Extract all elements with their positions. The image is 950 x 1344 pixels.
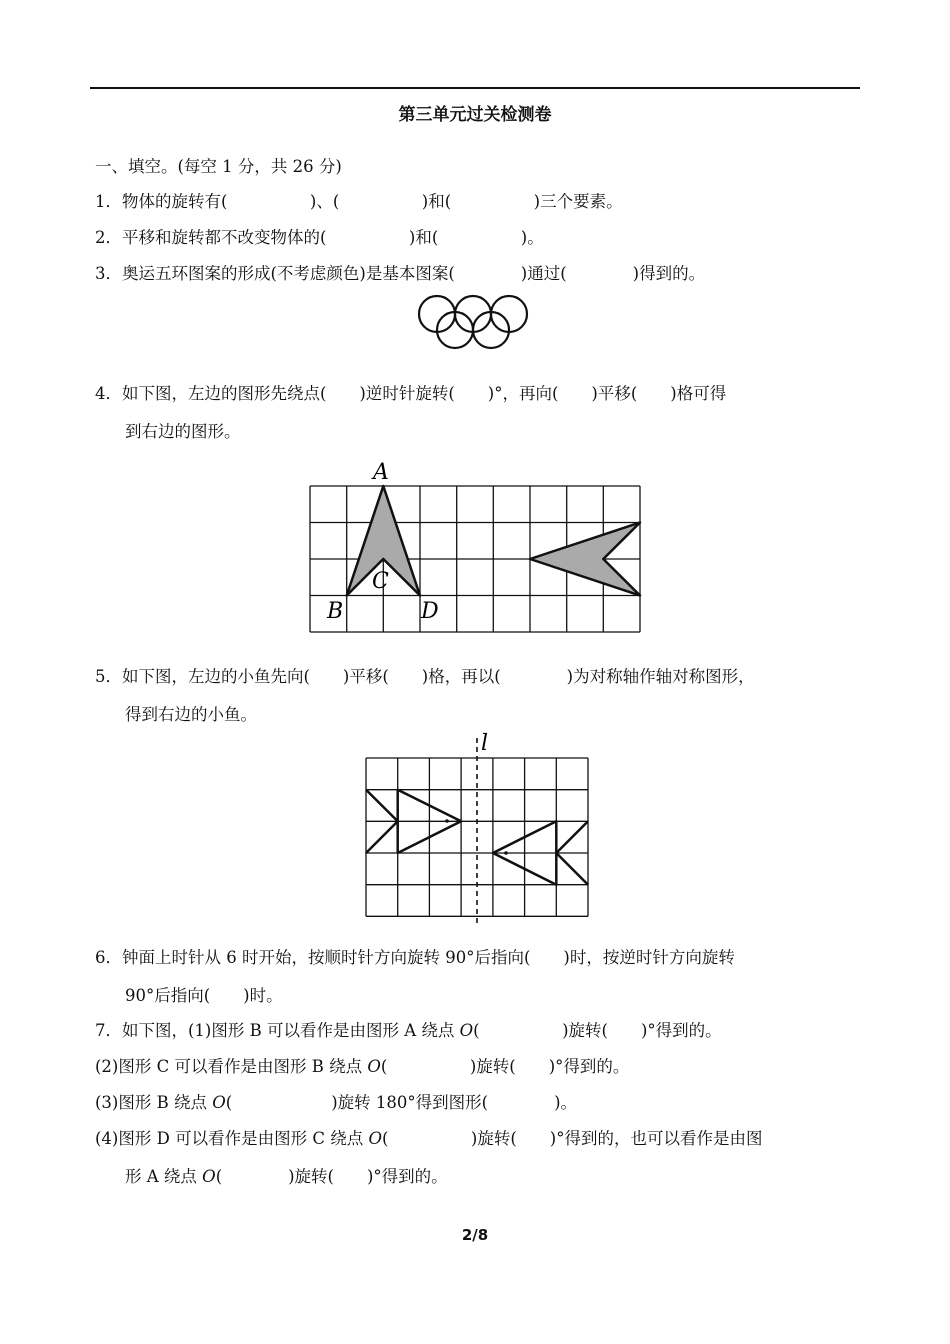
point-label-a: A [373,460,389,485]
point-o: O [368,1129,382,1148]
point-o: O [367,1057,381,1076]
question-7-line-4: (4)图形 D 可以看作是由图形 C 绕点 O( )旋转( )°得到的，也可以看作是由图 [95,1129,763,1148]
question-4-line-2: 到右边的图形。 [125,422,241,441]
point-o: O [202,1167,216,1186]
question-6-line-2: 90°后指向( )时。 [125,986,283,1005]
question-6-line-1: 6．钟面上时针从 6 时开始，按顺时针方向旋转 90°后指向( )时，按逆时针方向旋转 [95,948,735,967]
point-label-d: D [421,599,439,624]
point-label-b: B [327,599,344,624]
question-7-line-1: 7．如下图，(1)图形 B 可以看作是由图形 A 绕点 O( )旋转( )°得到的。 [95,1021,722,1040]
fish-right-eye [504,851,508,855]
question-7-line-3: (3)图形 B 绕点 O( )旋转 180°得到图形( )。 [95,1093,578,1112]
olympic-rings-figure [415,292,540,354]
question-3: 3．奥运五环图案的形成(不考虑颜色)是基本图案( )通过( )得到的。 [95,264,706,283]
question-1: 1．物体的旋转有( )、( )和( )三个要素。 [95,192,623,211]
axis-label-l: l [481,731,489,756]
question-2: 2．平移和旋转都不改变物体的( )和( )。 [95,228,544,247]
fish-left-eye [445,819,449,823]
question-7-line-5: 形 A 绕点 O( )旋转( )°得到的。 [125,1167,448,1186]
point-label-c: C [372,569,389,594]
fish-grid-figure [360,730,595,930]
point-o: O [212,1093,226,1112]
question-5-line-2: 得到右边的小鱼。 [125,705,257,724]
question-4-line-1: 4．如下图，左边的图形先绕点( )逆时针旋转( )°，再向( )平移( )格可得 [95,384,727,403]
point-o: O [459,1021,474,1040]
rotation-grid-figure [300,455,650,640]
page-number: 2/8 [461,1226,489,1244]
page-title: 第三单元过关检测卷 [398,105,552,125]
question-7-line-2: (2)图形 C 可以看作是由图形 B 绕点 O( )旋转( )°得到的。 [95,1057,630,1076]
question-5-line-1: 5．如下图，左边的小鱼先向( )平移( )格，再以( )为对称轴作轴对称图形， [95,667,755,686]
header-rule [90,87,860,89]
section-heading: 一、填空。(每空 1 分，共 26 分) [95,157,342,176]
